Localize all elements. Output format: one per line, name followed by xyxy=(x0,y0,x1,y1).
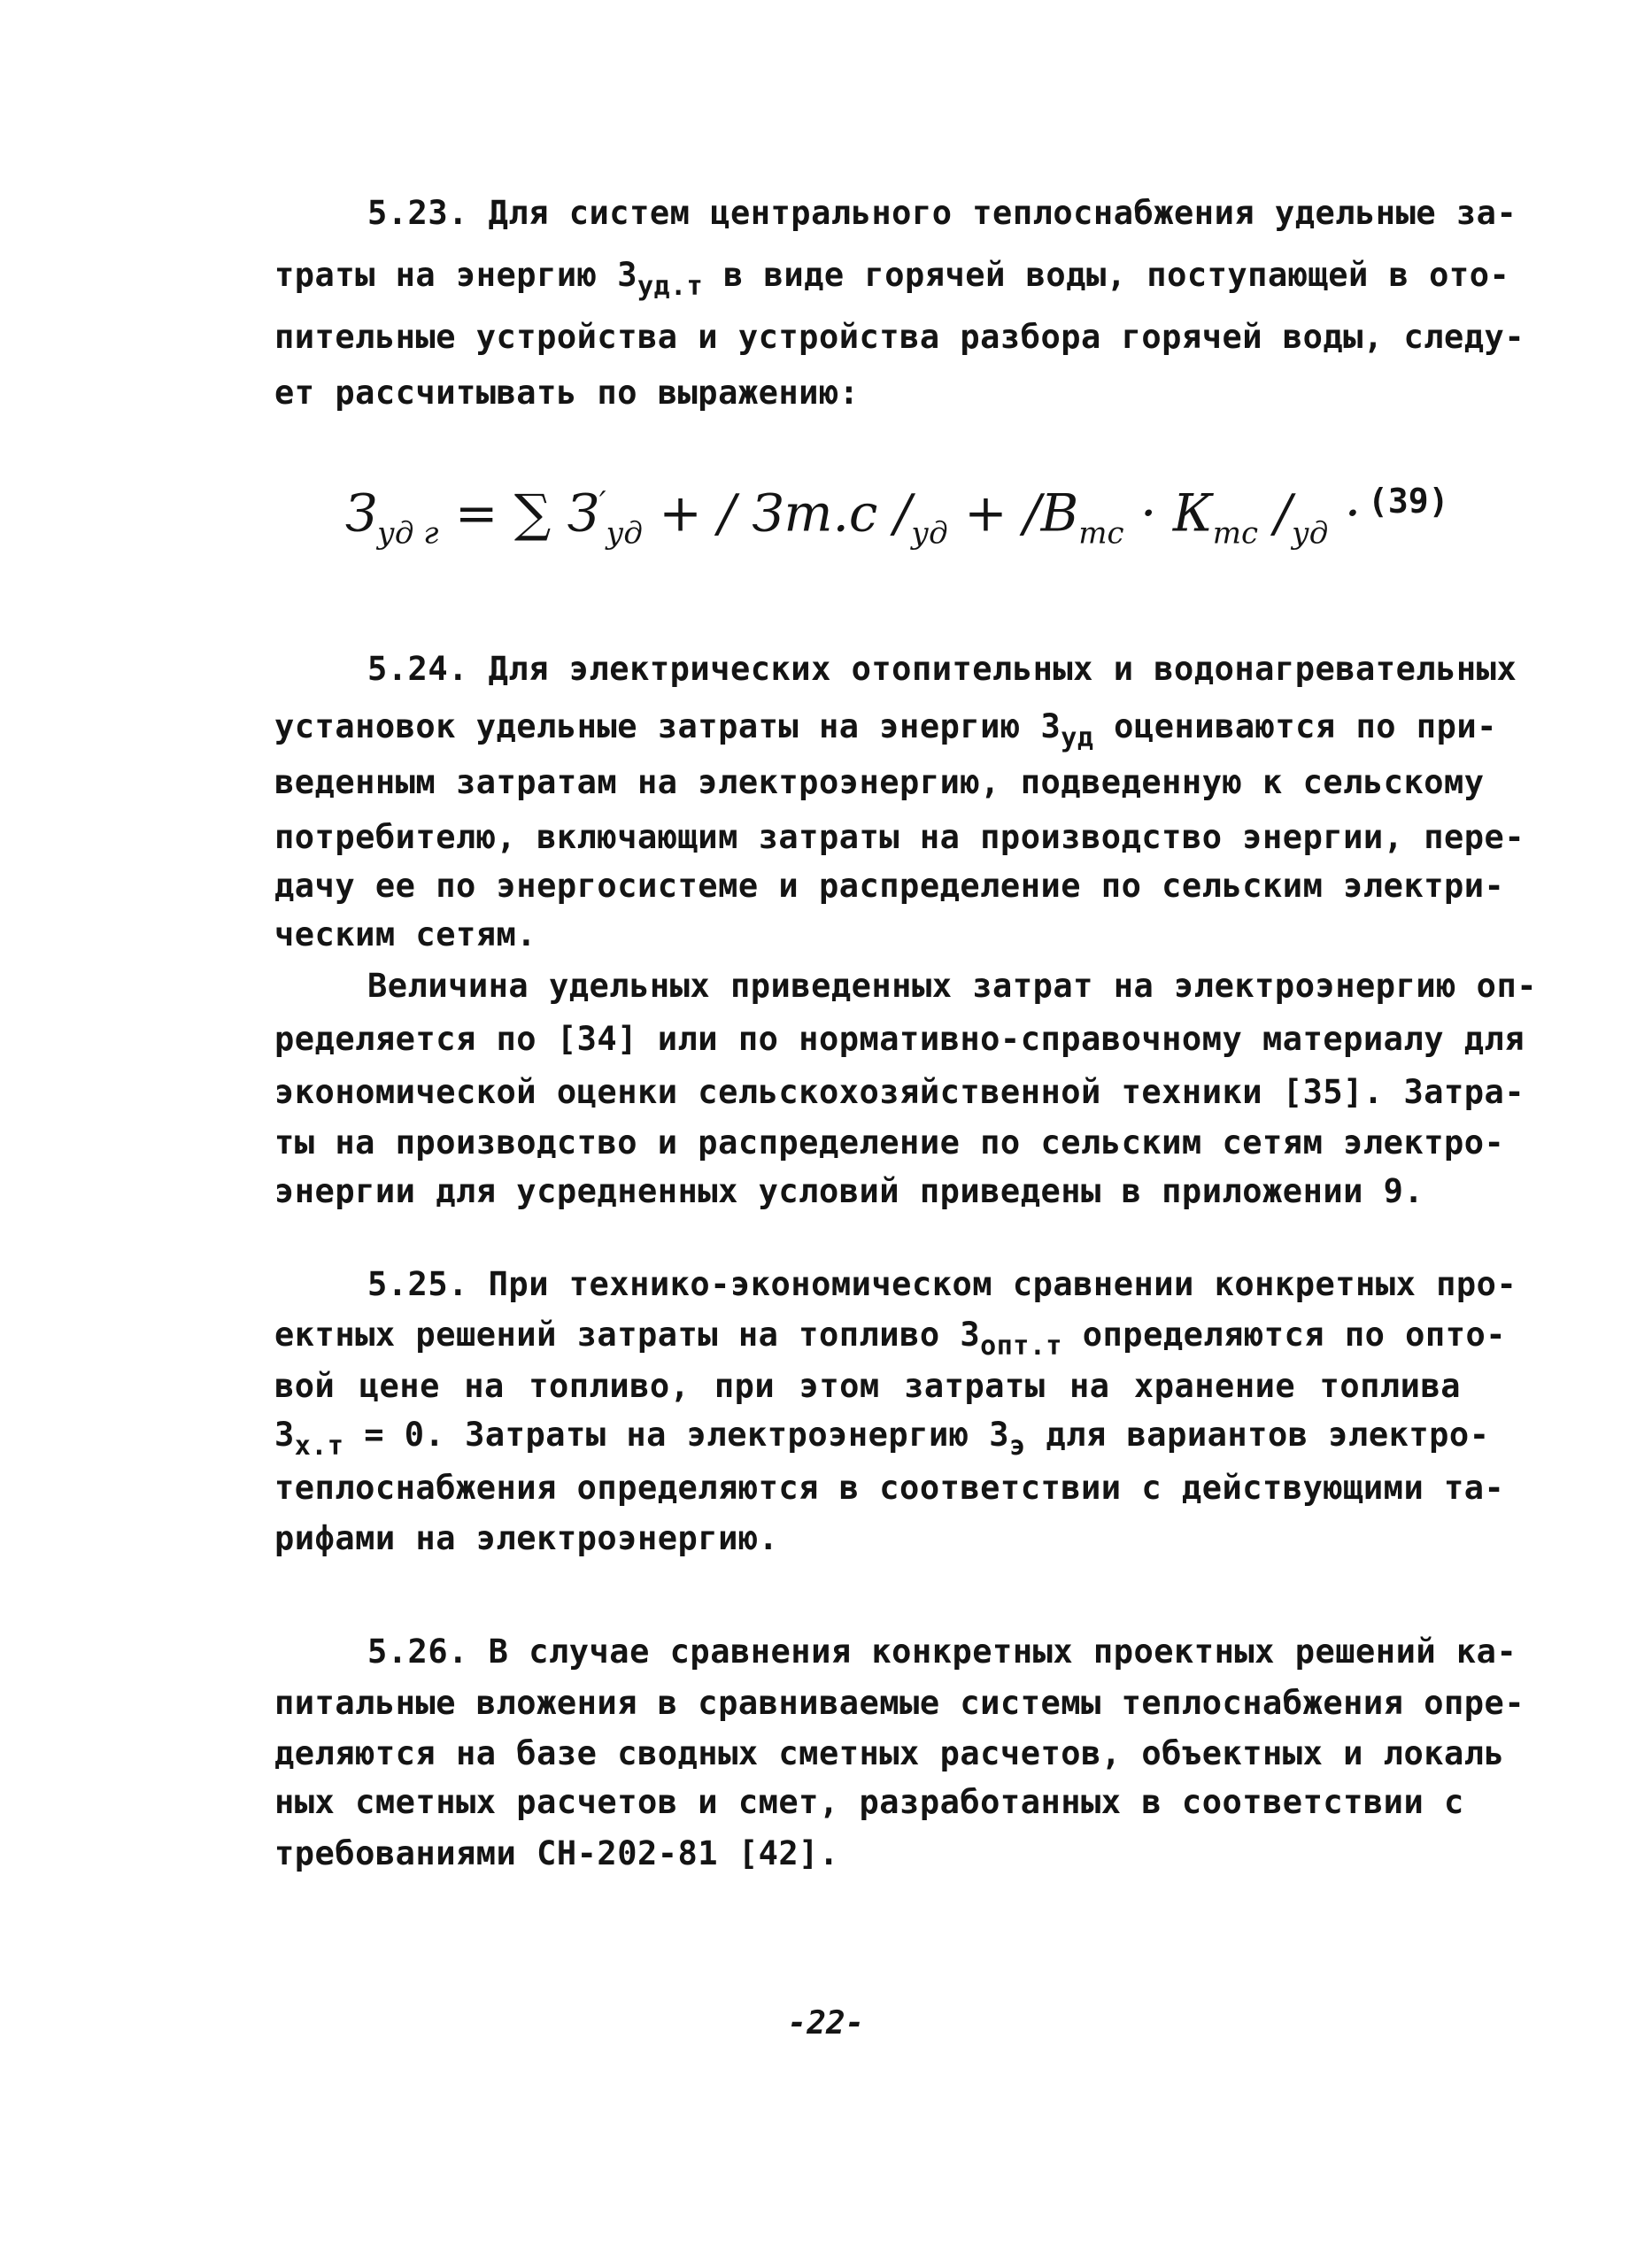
formula-text: / xyxy=(1258,482,1293,544)
text-run: = 0. Затраты на электроэнергию З xyxy=(344,1416,1010,1454)
text-run: определяются по опто- xyxy=(1061,1316,1507,1354)
section-5-24-p2-line-5: энергии для усредненных условий приведены в приложении 9. xyxy=(274,1172,1424,1210)
formula-text: = ∑ З xyxy=(438,482,599,544)
subscript: э xyxy=(1009,1431,1026,1462)
section-5-24-line-4: потребителю, включающим затраты на производство энергии, пере- xyxy=(274,818,1525,856)
section-5-24-p2-line-4: ты на производство и распределение по сельским сетям электро- xyxy=(274,1123,1505,1162)
subscript: х.т xyxy=(294,1431,344,1462)
section-5-24-line-6: ческим сетям. xyxy=(274,915,537,953)
equation-number: (39) xyxy=(1368,482,1449,521)
formula-text: + / Зт.с / xyxy=(642,482,912,544)
formula-39 xyxy=(345,467,1361,568)
formula-sub: уд г xyxy=(377,515,439,552)
section-5-24-line-1: 5.24. Для электрических отопительных и водонагревательных xyxy=(367,650,1517,688)
section-5-26-line-1: 5.26. В случае сравнения конкретных проектных решений ка- xyxy=(367,1633,1517,1671)
section-5-23-line-2 xyxy=(274,252,1510,302)
section-5-24-p2-line-3: экономической оценки сельскохозяйственной техники [35]. Затра- xyxy=(274,1073,1525,1111)
text-run: для вариантов электро- xyxy=(1025,1416,1490,1454)
subscript: уд xyxy=(1061,722,1094,753)
section-5-25-line-3: вой цене на топливо, при этом затраты на хранение топлива xyxy=(274,1367,1461,1405)
formula-text: + /В xyxy=(947,482,1079,544)
section-5-25-line-6: рифами на электроэнергию. xyxy=(274,1519,779,1557)
section-5-23-line-3: пительные устройства и устройства разбора горячей воды, следу- xyxy=(274,318,1525,356)
formula-text: · xyxy=(1328,482,1362,544)
section-5-26-line-4: ных сметных расчетов и смет, разработанных в соответствии с xyxy=(274,1783,1464,1821)
section-5-26-line-3: деляются на базе сводных сметных расчетов, объектных и локаль xyxy=(274,1734,1505,1772)
section-5-24-p2-line-2: ределяется по [34] или по нормативно-справочному материалу для xyxy=(274,1020,1525,1058)
text-run: установок удельные затраты на энергию З xyxy=(274,707,1061,745)
formula-sub: уд xyxy=(606,515,643,552)
section-5-24-line-2 xyxy=(274,704,1497,753)
section-5-26-line-5: требованиями СН-202-81 [42]. xyxy=(274,1834,839,1872)
formula-sub: уд xyxy=(911,515,948,552)
section-5-24-line-5: дачу ее по энергосистеме и распределение по сельским электри- xyxy=(274,867,1505,905)
section-5-24-line-3: веденным затратам на электроэнергию, подведенную к сельскому xyxy=(274,763,1485,801)
section-5-23-line-1: 5.23. Для систем центрального теплоснабжения удельные за- xyxy=(367,194,1517,232)
section-5-25-line-5: теплоснабжения определяются в соответствии с действующими та- xyxy=(274,1469,1505,1507)
formula-sub: уд xyxy=(1292,515,1329,552)
section-5-25-line-1: 5.25. При технико-экономическом сравнении конкретных про- xyxy=(367,1265,1517,1303)
formula-sub: тс xyxy=(1212,515,1259,552)
text-run: траты на энергию З xyxy=(274,256,637,294)
subscript: опт.т xyxy=(980,1331,1062,1362)
formula-sub: тс xyxy=(1078,515,1124,552)
page-number: -22- xyxy=(787,2005,865,2042)
text-run: ектных решений затраты на топливо З xyxy=(274,1316,981,1354)
formula-prime: ′ xyxy=(598,485,606,521)
text-run: оцениваются по при- xyxy=(1093,707,1497,745)
text-run: З xyxy=(274,1416,295,1454)
subscript: уд.т xyxy=(637,271,704,302)
text-run: в виде горячей воды, поступающей в ото- xyxy=(703,256,1510,294)
section-5-25-line-4 xyxy=(274,1412,1490,1462)
section-5-25-line-2 xyxy=(274,1312,1507,1362)
section-5-23-line-4: ет рассчитывать по выражению: xyxy=(274,374,860,412)
formula-text: · К xyxy=(1123,482,1213,544)
section-5-26-line-2: питальные вложения в сравниваемые системы теплоснабжения опре- xyxy=(274,1684,1525,1722)
section-5-24-p2-line-1: Величина удельных приведенных затрат на электроэнергию оп- xyxy=(367,967,1538,1005)
formula-lhs: З xyxy=(345,482,378,544)
